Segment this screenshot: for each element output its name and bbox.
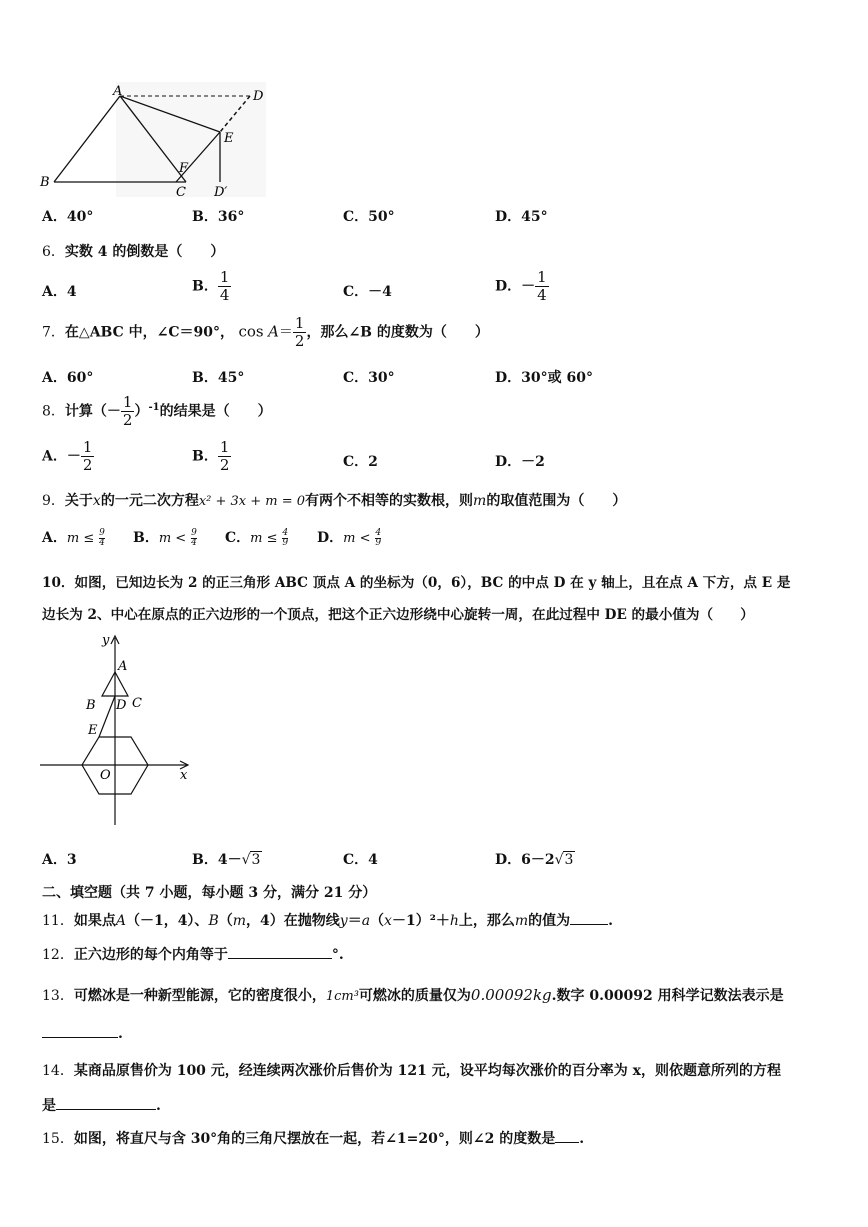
q6-text: 实数 4 的倒数是（ ） [64,244,225,260]
q9-a-prefix: A． [42,530,67,546]
q6-b-num: 1 [219,268,230,286]
label-c: C [132,696,142,711]
q9-c-prefix: C． [225,530,251,546]
label-e: E [88,723,98,738]
q9-c-num: 4 [282,527,289,538]
section-2-heading: 二、填空题（共 7 小题，每小题 3 分，满分 21 分） [42,885,377,901]
q11-t1: 如果点 [73,913,116,929]
q11-number: 11． [42,913,74,929]
q6-b-den: 4 [219,286,230,304]
question-6 [42,241,224,261]
q6-d-fraction [535,269,549,304]
q7-option-c[interactable]: C．30° [343,370,395,386]
q7-text-after: ，那么∠B 的度数为（ ） [306,324,489,341]
q14-answer-blank[interactable] [56,1109,156,1110]
q7-option-a[interactable]: A．60° [42,370,94,386]
q13-answer-blank[interactable] [42,1037,118,1038]
q6-number: 6． [42,244,65,260]
q11-h: h [449,913,459,929]
q8-fraction [121,394,135,429]
q8-b-fraction [218,439,232,474]
figure-q10-hexagon [38,630,198,830]
q8-b-den: 2 [219,456,230,474]
q14-tail: . [156,1098,161,1114]
q9-text3: 有两个不相等的实数根，则 [305,493,474,509]
q9-equation: x² + 3x + m = 0 [198,494,306,509]
label-d-prime: D′ [214,185,228,200]
q11-pb: B [208,913,219,929]
q13-tail: . [118,1026,123,1042]
q11-t3: （ [218,913,233,929]
q10-d-radicand: 3 [564,852,574,868]
q6-d-prefix: D．－ [495,278,536,295]
q9-c-expr: m ≤ [250,531,278,546]
q7-cos: cos [238,322,264,341]
q10-d-sqrt-sign: √ [554,852,564,868]
q15-number: 15． [42,1131,74,1147]
q9-var-m: m [473,493,487,509]
q9-option-a[interactable] [42,527,105,548]
q6-d-num: 1 [537,268,547,286]
label-e: E [224,131,234,146]
q9-d-prefix: D． [317,530,344,546]
label-d: D [116,698,127,713]
q5-option-d[interactable]: D．45° [495,209,548,225]
q5-option-c[interactable]: C．50° [343,209,395,225]
q8-exponent: -1 [148,401,160,413]
q10-b-radicand: 3 [251,852,261,868]
q8-text-before: 计算（－ [64,403,121,420]
q6-d-den: 4 [537,286,547,304]
q5-option-a[interactable]: A．40° [42,209,94,225]
q10-b-prefix: B．4－ [192,852,242,868]
q6-b-fraction [218,269,232,304]
q7-option-b[interactable]: B．45° [192,370,245,386]
q13-text2: 可燃冰的质量仅为 [358,988,471,1004]
q11-y: y [339,913,348,929]
q7-num: 1 [294,314,305,332]
q13-number: 13． [42,988,74,1004]
label-x: x [180,768,188,783]
q9-d-den: 9 [375,537,382,548]
q9-b-prefix: B． [133,530,159,546]
question-7 [42,315,489,350]
q9-b-num: 9 [191,527,197,538]
q11-m1: m [232,913,247,929]
q8-b-prefix: B． [192,448,218,465]
q15-text: 如图，将直尺与含 30°角的三角尺摆放在一起，若∠1=20°，则∠2 的度数是 [73,1131,556,1147]
label-b: B [86,698,96,713]
q6-b-prefix: B． [192,278,218,295]
label-d: D [253,89,264,104]
q9-c-fraction [282,529,288,548]
question-14 [42,1060,781,1080]
segment-ab [54,96,120,182]
q11-t4: ，4）在抛物线 [246,913,340,929]
q11-m2: m [514,913,529,929]
q9-text1: 关于 [64,493,93,509]
q8-option-b[interactable] [192,439,231,474]
q9-option-c[interactable] [225,527,288,548]
q11-t9: 上，那么 [458,913,515,929]
q6-option-d[interactable] [495,269,549,304]
q8-option-c[interactable]: C．2 [343,454,378,470]
q11-t7: －1） [391,913,430,929]
q6-option-b[interactable] [192,269,231,304]
label-a: A [113,84,123,99]
q8-option-d[interactable]: D．－2 [495,454,545,470]
q9-a-fraction [99,529,105,548]
q12-number: 12． [42,947,74,963]
question-13 [42,985,784,1005]
q13-text3: .数字 0.00092 用科学记数法表示是 [551,988,784,1004]
label-y: y [102,633,110,648]
q10-line1: 10．如图，已知边长为 2 的正三角形 ABC 顶点 A 的坐标为（0，6），BC 的中点 D 在 y 轴上，且在点 A 下方，点 E 是 [42,575,791,591]
q13-mass: 0.00092kg [470,986,552,1004]
q11-answer-blank[interactable] [570,924,608,925]
q11-t6: （ [370,913,385,929]
q10-option-b[interactable] [192,849,262,869]
q12-tail: °. [331,947,344,963]
q8-number: 8． [42,403,65,420]
q9-text2: 的一元二次方程 [100,493,199,509]
q11-t10: 的值为 [528,913,571,929]
q9-var-x: x [92,493,101,509]
q10-b-sqrt-sign: √ [241,852,251,868]
q6-option-c[interactable]: C．－4 [343,284,392,300]
question-9 [42,490,626,510]
q7-fraction [293,315,307,350]
q9-option-d[interactable] [317,527,381,548]
q9-c-den: 9 [282,537,289,548]
q7-den: 2 [294,332,305,350]
q8-text-end: 的结果是（ ） [159,403,272,420]
q9-a-den: 4 [99,537,105,548]
q8-a-prefix: A．－ [42,448,81,465]
label-a: A [118,659,128,674]
q11-pa: A [115,913,126,929]
question-11 [42,910,613,930]
q7-cos-var: A [268,322,279,341]
q14-prefix: 是 [42,1098,56,1114]
q11-x: x [384,913,392,929]
q8-a-fraction [81,439,95,474]
q5-option-b[interactable]: B．36° [192,209,245,225]
q10-d-prefix: D．6－2 [495,852,555,868]
q11-t2: （－1，4）、 [125,913,209,929]
q10-option-a[interactable]: A．3 [42,852,77,868]
q8-den: 2 [122,411,133,429]
q9-d-num: 4 [375,527,382,538]
segment-de [99,696,115,737]
q15-answer-blank[interactable] [555,1142,579,1143]
q10-option-c[interactable]: C．4 [343,852,378,868]
q8-a-num: 1 [82,438,93,456]
q8-option-a[interactable] [42,439,94,474]
q9-option-b[interactable] [133,527,197,548]
q9-d-fraction [375,529,381,548]
q8-num: 1 [122,393,133,411]
q7-option-d[interactable]: D．30°或 60° [495,370,593,386]
question-8 [42,394,272,429]
q12-answer-blank[interactable] [228,958,332,959]
q11-t5: ＝ [347,913,362,929]
q10-line2: 边长为 2、中心在原点的正六边形的一个顶点，把这个正六边形绕中心旋转一周，在此过程中 DE 的最小值为（ ） [42,607,754,623]
q7-number: 7． [42,324,65,341]
q11-t11: . [608,913,614,929]
label-b: B [40,175,50,190]
q14-number: 14． [42,1063,74,1079]
q6-option-a[interactable]: A．4 [42,284,77,300]
label-c: C [176,185,186,200]
q9-number: 9． [42,493,65,509]
q9-a-expr: m ≤ [66,531,95,546]
q10-option-d[interactable] [495,849,575,869]
q13-text1: 可燃冰是一种新型能源，它的密度很小， [73,988,326,1004]
q14-line1: 某商品原售价为 100 元，经连续两次涨价后售价为 121 元，设平均每次涨价的百分率为 x，则依题意所列的方程 [73,1063,781,1079]
label-f: F [179,161,189,176]
question-15 [42,1128,584,1148]
q8-a-den: 2 [82,456,93,474]
q9-b-fraction [191,529,197,548]
q7-text-before: 在△ABC 中，∠C＝90°， [64,324,235,341]
figure-q5-fold [36,82,276,200]
q9-b-den: 4 [191,537,197,548]
q9-d-expr: m < [343,531,371,546]
figure-background [116,82,266,197]
question-12 [42,944,344,964]
q8-b-num: 1 [219,438,230,456]
q9-a-num: 9 [99,527,105,538]
q8-text-after: ） [134,403,149,420]
q12-text: 正六边形的每个内角等于 [73,947,228,963]
q9-b-expr: m < [158,531,187,546]
q7-eq: ＝ [278,324,293,341]
q11-t8: ²＋ [429,913,450,929]
label-o: O [100,768,111,783]
q13-unit: 1cm³ [325,989,359,1004]
q14-answer-line [42,1095,161,1115]
q11-a: a [361,913,371,929]
q13-answer-line [42,1026,123,1042]
q9-text4: 的取值范围为（ ） [486,493,627,509]
q15-tail: . [579,1131,585,1147]
